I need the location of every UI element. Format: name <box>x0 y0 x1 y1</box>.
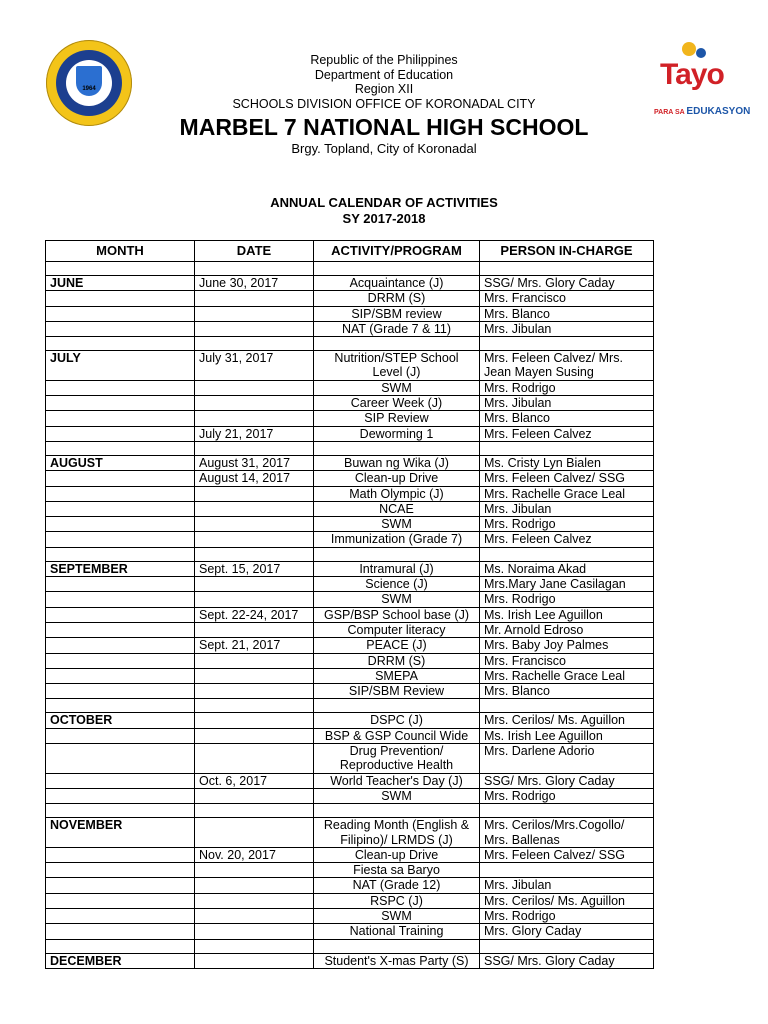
table-cell-activity <box>314 939 480 953</box>
table-cell-date <box>195 713 314 728</box>
table-row <box>46 517 654 532</box>
table-cell-activity: SWM <box>314 788 480 803</box>
table-cell-date <box>195 622 314 637</box>
table-cell-date <box>195 532 314 547</box>
logo-tagline-edukasyon: EDUKASYON <box>686 106 751 117</box>
table-cell-month: DECEMBER <box>46 953 195 968</box>
table-cell-person: Mrs. Blanco <box>480 684 654 699</box>
table-cell-month: OCTOBER <box>46 713 195 728</box>
table-cell-month <box>46 622 195 637</box>
table-cell-month <box>46 699 195 713</box>
letterhead-line-2: Department of Education <box>314 67 454 82</box>
table-cell-date: Sept. 21, 2017 <box>195 638 314 653</box>
table-cell-person: Mrs. Jibulan <box>480 321 654 336</box>
table-row <box>46 501 654 516</box>
table-cell-activity: SWM <box>314 517 480 532</box>
table-cell-month <box>46 863 195 878</box>
table-row <box>46 713 654 728</box>
table-cell-activity: National Training <box>314 924 480 939</box>
table-cell-person: Mrs. Feleen Calvez <box>480 426 654 441</box>
table-cell-activity <box>314 804 480 818</box>
table-cell-month <box>46 396 195 411</box>
table-cell-month <box>46 501 195 516</box>
table-row <box>46 788 654 803</box>
table-cell-date <box>195 547 314 561</box>
table-cell-person: Mrs. Feleen Calvez <box>480 532 654 547</box>
logo-wordmark: Tayo <box>660 58 724 91</box>
letterhead-line-4: SCHOOLS DIVISION OFFICE OF KORONADAL CITY <box>232 96 536 111</box>
table-cell <box>195 262 314 276</box>
table-row <box>46 953 654 968</box>
table-cell-activity <box>314 441 480 455</box>
table-cell-month <box>46 380 195 395</box>
table-cell-activity: Buwan ng Wika (J) <box>314 455 480 470</box>
table-cell-person: Mrs. Rodrigo <box>480 788 654 803</box>
table-cell-person: Mrs. Rachelle Grace Leal <box>480 668 654 683</box>
table-cell-date: Nov. 20, 2017 <box>195 847 314 862</box>
table-row <box>46 622 654 637</box>
table-cell-date <box>195 486 314 501</box>
table-cell-activity: SIP Review <box>314 411 480 426</box>
table-cell-date: Oct. 6, 2017 <box>195 773 314 788</box>
table-cell-date <box>195 863 314 878</box>
table-cell-date <box>195 953 314 968</box>
table-cell-date <box>195 939 314 953</box>
table-cell-month <box>46 426 195 441</box>
table-row <box>46 607 654 622</box>
table-row <box>46 306 654 321</box>
table-cell-person: Mrs. Glory Caday <box>480 924 654 939</box>
table-cell-date <box>195 699 314 713</box>
table-cell-person: Mrs. Francisco <box>480 291 654 306</box>
table-row <box>46 684 654 699</box>
table-row <box>46 744 654 774</box>
table-row <box>46 924 654 939</box>
table-cell-person: Mrs. Feleen Calvez/ Mrs. Jean Mayen Susing <box>480 351 654 381</box>
letterhead-line-3: Region XII <box>354 82 414 96</box>
table-cell <box>314 262 480 276</box>
table-row <box>46 532 654 547</box>
table-cell-activity: SMEPA <box>314 668 480 683</box>
table-row <box>46 878 654 893</box>
table-row <box>46 638 654 653</box>
table-cell-activity: Career Week (J) <box>314 396 480 411</box>
table-cell-activity: Clean-up Drive <box>314 471 480 486</box>
table-cell-month <box>46 924 195 939</box>
school-address: Brgy. Topland, City of Koronadal <box>291 141 477 156</box>
seal-year: 1964 <box>82 86 96 92</box>
table-row <box>46 773 654 788</box>
table-cell-activity: DSPC (J) <box>314 713 480 728</box>
table-cell-month: JUNE <box>46 276 195 291</box>
table-cell-person: Mrs. Feleen Calvez/ SSG <box>480 471 654 486</box>
table-cell-date <box>195 744 314 774</box>
table-cell-person: Mrs. Blanco <box>480 411 654 426</box>
table-cell-person: Ms. Cristy Lyn Bialen <box>480 455 654 470</box>
table-cell-date <box>195 818 314 848</box>
table-row <box>46 699 654 713</box>
table-row <box>46 411 654 426</box>
table-cell-date <box>195 321 314 336</box>
table-cell-person <box>480 939 654 953</box>
table-cell-date: Sept. 22-24, 2017 <box>195 607 314 622</box>
table-cell-person: Mrs. Cerilos/ Ms. Aguillon <box>480 713 654 728</box>
table-cell-person: Ms. Noraima Akad <box>480 561 654 576</box>
table-cell-person <box>480 699 654 713</box>
table-cell-month <box>46 804 195 818</box>
table-cell-activity: Nutrition/STEP School Level (J) <box>314 351 480 381</box>
table-cell-person: Mrs. Rodrigo <box>480 517 654 532</box>
table-cell-month <box>46 517 195 532</box>
table-cell-activity: SIP/SBM Review <box>314 684 480 699</box>
school-name: MARBEL 7 NATIONAL HIGH SCHOOL <box>179 114 589 140</box>
table-cell-activity: NAT (Grade 7 & 11) <box>314 321 480 336</box>
table-cell-month <box>46 893 195 908</box>
table-cell-date <box>195 924 314 939</box>
table-row <box>46 908 654 923</box>
table-row <box>46 592 654 607</box>
table-cell-activity: DRRM (S) <box>314 291 480 306</box>
table-cell-person <box>480 337 654 351</box>
table-cell-person: SSG/ Mrs. Glory Caday <box>480 276 654 291</box>
table-row <box>46 804 654 818</box>
table-row <box>46 455 654 470</box>
table-cell-activity: SIP/SBM review <box>314 306 480 321</box>
letterhead-line-1: Republic of the Philippines <box>310 53 458 67</box>
table-row <box>46 351 654 381</box>
table-cell-activity: Intramural (J) <box>314 561 480 576</box>
table-cell-activity: SWM <box>314 592 480 607</box>
table-row <box>46 380 654 395</box>
table-cell-date <box>195 653 314 668</box>
table-cell-person: Mrs. Darlene Adorio <box>480 744 654 774</box>
table-cell-month <box>46 607 195 622</box>
table-cell-person: Ms. Irish Lee Aguillon <box>480 607 654 622</box>
table-row <box>46 486 654 501</box>
table-cell-activity: RSPC (J) <box>314 893 480 908</box>
table-cell-date <box>195 337 314 351</box>
table-cell-person: Mr. Arnold Edroso <box>480 622 654 637</box>
table-cell-month <box>46 939 195 953</box>
table-cell-date <box>195 291 314 306</box>
table-cell-activity: Deworming 1 <box>314 426 480 441</box>
table-cell-person: Mrs. Cerilos/ Ms. Aguillon <box>480 893 654 908</box>
table-cell-month <box>46 532 195 547</box>
table-cell-activity: Immunization (Grade 7) <box>314 532 480 547</box>
table-cell-month <box>46 547 195 561</box>
table-cell-date <box>195 728 314 743</box>
table-cell-person <box>480 441 654 455</box>
table-cell-month <box>46 668 195 683</box>
table-cell-person: Mrs. Blanco <box>480 306 654 321</box>
table-cell-person: Mrs. Jibulan <box>480 501 654 516</box>
document-title <box>0 195 768 227</box>
table-row <box>46 668 654 683</box>
table-cell-activity: NAT (Grade 12) <box>314 878 480 893</box>
table-cell-activity: PEACE (J) <box>314 638 480 653</box>
table-cell-person: Mrs. Rodrigo <box>480 380 654 395</box>
table-cell-date: June 30, 2017 <box>195 276 314 291</box>
document-title-line-1: ANNUAL CALENDAR OF ACTIVITIES <box>270 195 498 210</box>
table-cell-activity: Reading Month (English & Filipino)/ LRMDS (J) <box>314 818 480 848</box>
table-cell-month: JULY <box>46 351 195 381</box>
table-cell-person: Mrs. Feleen Calvez/ SSG <box>480 847 654 862</box>
table-cell-activity: Math Olympic (J) <box>314 486 480 501</box>
table-cell-month <box>46 577 195 592</box>
table-row <box>46 291 654 306</box>
table-cell-month: SEPTEMBER <box>46 561 195 576</box>
table-cell-date: Sept. 15, 2017 <box>195 561 314 576</box>
column-header-month: MONTH <box>46 241 195 262</box>
table-row <box>46 939 654 953</box>
table-cell-month <box>46 291 195 306</box>
table-cell-month <box>46 744 195 774</box>
table-cell-date <box>195 908 314 923</box>
activities-calendar-table <box>45 240 654 969</box>
table-cell-date <box>195 577 314 592</box>
table-cell-activity <box>314 337 480 351</box>
table-cell-person: Ms. Irish Lee Aguillon <box>480 728 654 743</box>
table-cell-date: July 31, 2017 <box>195 351 314 381</box>
table-row <box>46 471 654 486</box>
table-cell-date: July 21, 2017 <box>195 426 314 441</box>
table-cell-date: August 31, 2017 <box>195 455 314 470</box>
table-cell-activity: DRRM (S) <box>314 653 480 668</box>
table-cell-date <box>195 684 314 699</box>
table-row <box>46 577 654 592</box>
table-cell-date <box>195 592 314 607</box>
table-cell-month <box>46 486 195 501</box>
table-cell-date <box>195 878 314 893</box>
table-cell-month <box>46 471 195 486</box>
table-row <box>46 547 654 561</box>
table-spacer-row <box>46 262 654 276</box>
table-row <box>46 321 654 336</box>
table-cell-activity: Acquaintance (J) <box>314 276 480 291</box>
table-cell-month: NOVEMBER <box>46 818 195 848</box>
table-cell-month <box>46 773 195 788</box>
table-cell-month <box>46 684 195 699</box>
table-row <box>46 893 654 908</box>
table-header-row <box>46 241 654 262</box>
table-cell-month <box>46 788 195 803</box>
table-cell-date <box>195 668 314 683</box>
table-cell-activity: Clean-up Drive <box>314 847 480 862</box>
logo-tagline-para-sa: PARA SA <box>654 109 685 116</box>
table-cell-month <box>46 592 195 607</box>
table-cell-activity: GSP/BSP School base (J) <box>314 607 480 622</box>
table-cell-month <box>46 653 195 668</box>
table-row <box>46 818 654 848</box>
table-cell-activity: World Teacher's Day (J) <box>314 773 480 788</box>
table-cell-month <box>46 337 195 351</box>
table-cell-month <box>46 441 195 455</box>
table-body <box>46 276 654 969</box>
table-cell-person: Mrs. Rachelle Grace Leal <box>480 486 654 501</box>
table-cell <box>480 262 654 276</box>
table-cell-person: SSG/ Mrs. Glory Caday <box>480 953 654 968</box>
table-row <box>46 276 654 291</box>
table-cell-month <box>46 638 195 653</box>
table-cell-activity <box>314 699 480 713</box>
table-cell-date: August 14, 2017 <box>195 471 314 486</box>
table-row <box>46 653 654 668</box>
table-cell-date <box>195 788 314 803</box>
document-title-line-2: SY 2017-2018 <box>342 211 426 226</box>
column-header-date: DATE <box>195 241 314 262</box>
table-cell-activity <box>314 547 480 561</box>
table-cell-date <box>195 804 314 818</box>
table-cell-person <box>480 863 654 878</box>
table-row <box>46 561 654 576</box>
table-row <box>46 847 654 862</box>
table-cell-date <box>195 396 314 411</box>
table-cell-activity: SWM <box>314 380 480 395</box>
table-cell-date <box>195 306 314 321</box>
table-cell-activity: BSP & GSP Council Wide <box>314 728 480 743</box>
table-cell-activity: Computer literacy <box>314 622 480 637</box>
table-cell-activity: Fiesta sa Baryo <box>314 863 480 878</box>
table-cell-person: Mrs. Jibulan <box>480 878 654 893</box>
table-cell-month <box>46 728 195 743</box>
table-cell-date <box>195 893 314 908</box>
table-cell-activity: Drug Prevention/ Reproductive Health <box>314 744 480 774</box>
table-cell-person: Mrs. Baby Joy Palmes <box>480 638 654 653</box>
table-cell-activity: Student's X-mas Party (S) <box>314 953 480 968</box>
table-row <box>46 426 654 441</box>
table-cell-person <box>480 804 654 818</box>
table-cell-person: Mrs. Jibulan <box>480 396 654 411</box>
table-cell-month: AUGUST <box>46 455 195 470</box>
table-cell-month <box>46 908 195 923</box>
table-cell-activity: SWM <box>314 908 480 923</box>
table-cell-date <box>195 380 314 395</box>
table-cell-date <box>195 517 314 532</box>
table-cell <box>46 262 195 276</box>
table-cell-person: Mrs. Rodrigo <box>480 592 654 607</box>
table-row <box>46 728 654 743</box>
table-cell-person <box>480 547 654 561</box>
table-cell-person: Mrs. Rodrigo <box>480 908 654 923</box>
table-cell-activity: Science (J) <box>314 577 480 592</box>
table-row <box>46 441 654 455</box>
table-cell-activity: NCAE <box>314 501 480 516</box>
table-cell-person: Mrs. Francisco <box>480 653 654 668</box>
table-row <box>46 396 654 411</box>
letterhead <box>0 53 768 156</box>
table-cell-month <box>46 306 195 321</box>
table-cell-month <box>46 321 195 336</box>
table-row <box>46 337 654 351</box>
table-cell-person: Mrs.Mary Jane Casilagan <box>480 577 654 592</box>
table-cell-date <box>195 501 314 516</box>
column-header-person: PERSON IN-CHARGE <box>480 241 654 262</box>
column-header-activity: ACTIVITY/PROGRAM <box>314 241 480 262</box>
table-cell-month <box>46 411 195 426</box>
table-cell-person: SSG/ Mrs. Glory Caday <box>480 773 654 788</box>
table-cell-month <box>46 847 195 862</box>
table-cell-person: Mrs. Cerilos/Mrs.Cogollo/ Mrs. Ballenas <box>480 818 654 848</box>
table-cell-month <box>46 878 195 893</box>
table-cell-date <box>195 441 314 455</box>
table-cell-date <box>195 411 314 426</box>
table-row <box>46 863 654 878</box>
